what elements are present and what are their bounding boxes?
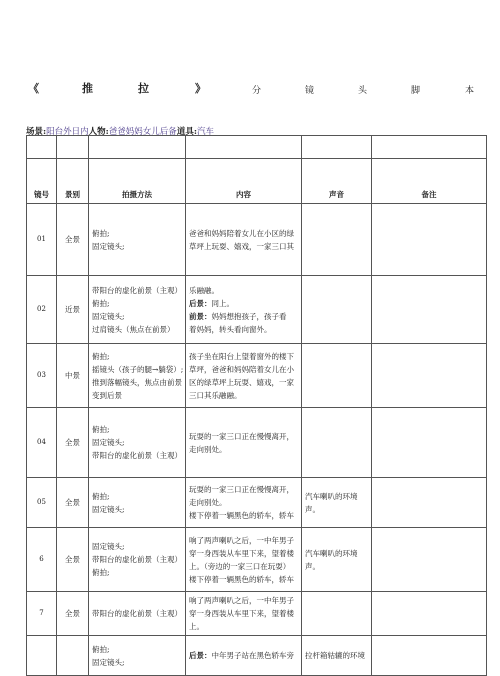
shot-content-line: 草坪，爸爸和妈妈陪着女儿在小 — [189, 364, 294, 374]
header-method: 拍摄方法 — [89, 159, 186, 204]
shot-content-line: 三口其乐融融。 — [189, 390, 242, 400]
shooting-method-line: 带阳台的虚化前景（主观） — [92, 609, 182, 618]
script-title — [0, 80, 500, 96]
header-shot-number: 镜号 — [27, 159, 57, 204]
shot-notes — [372, 528, 487, 592]
content-layer-label: 后景： — [189, 651, 212, 660]
shot-row — [27, 408, 487, 478]
shot-size: 中景 — [57, 344, 89, 408]
shot-notes — [372, 204, 487, 276]
shooting-method-line: 固定镜头; — [92, 657, 125, 667]
shot-content-line: 爸爸和妈妈陪着女儿在小区的绿 — [189, 228, 294, 238]
scene-value: 阳台外日内 — [46, 127, 89, 137]
shot-sound-text: 拉杆箱轱辘的环境 — [305, 651, 365, 660]
shot-number — [27, 636, 57, 676]
shot-notes — [372, 592, 487, 636]
shot-content-line: 草坪上玩耍、嬉戏，一家三口其 — [189, 241, 294, 251]
shot-content-line: 上。（旁边的一家三口在玩耍） — [189, 561, 291, 571]
shot-number: 03 — [27, 344, 57, 408]
props-label: 道具: — [176, 127, 197, 137]
shot-row — [27, 478, 487, 528]
shot-row — [27, 276, 487, 344]
shooting-method-line: 带阳台的虚化前景（主观） — [92, 285, 182, 295]
header-notes: 备注 — [372, 159, 487, 204]
shooting-method-line: 俯拍; — [92, 568, 110, 577]
shot-row — [27, 528, 487, 592]
shooting-method-line: 带阳台的虚化前景（主观） — [92, 555, 182, 564]
title-char-4: 脚 — [411, 86, 421, 96]
shot-content — [186, 528, 302, 592]
shot-content — [186, 204, 302, 276]
shooting-method-line: 固定镜头; — [92, 504, 125, 514]
storyboard-table — [26, 135, 487, 676]
shooting-method-line: 俯拍; — [92, 351, 110, 361]
shooting-method-line: 过肩镜头（焦点在前景） — [92, 324, 175, 334]
shot-number: 6 — [27, 528, 57, 592]
header-shot-size: 景别 — [57, 159, 89, 204]
header-content: 内容 — [186, 159, 302, 204]
shot-size: 全景 — [57, 478, 89, 528]
shooting-method-line: 固定镜头; — [92, 438, 125, 447]
shooting-method-line: 俯拍; — [92, 298, 110, 308]
shot-notes — [372, 636, 487, 676]
shot-sound — [302, 592, 372, 636]
shot-content-line: 孩子坐在阳台上望着窗外的楼下 — [189, 351, 294, 361]
shot-sound — [302, 344, 372, 408]
shooting-method-line: 俯拍; — [92, 228, 110, 238]
shooting-method-line: 固定镜头; — [92, 311, 125, 321]
shooting-method-line: 固定镜头; — [92, 241, 125, 251]
shot-sound-text: 汽车喇叭的环境声。 — [305, 548, 358, 571]
scene-label: 场景: — [26, 127, 47, 137]
shot-content-line: 穿一身西装从车里下来，望着楼 — [189, 548, 294, 558]
shot-row — [27, 204, 487, 276]
people-label: 人物: — [88, 127, 109, 137]
shot-content-line: 响了两声喇叭之后，一中年男子 — [189, 535, 294, 545]
shot-sound — [302, 276, 372, 344]
title-char-1: 分 — [252, 86, 262, 96]
title-open-quote: 《 — [28, 82, 39, 95]
shooting-method-line: 带阳台的虚化前景（主观） — [92, 451, 182, 460]
shooting-method-line: 固定镜头; — [92, 542, 125, 551]
shot-sound — [302, 636, 372, 676]
content-layer-label: 前景： — [189, 311, 212, 321]
shot-size: 全景 — [57, 528, 89, 592]
shot-size: 全景 — [57, 204, 89, 276]
people-value: 爸爸妈妈女儿后备 — [108, 127, 177, 137]
shooting-method-line: 摇镜头（孩子的腿→躺袋）; — [92, 364, 184, 374]
shot-sound — [302, 204, 372, 276]
shot-content — [186, 636, 302, 676]
shot-number: 04 — [27, 408, 57, 478]
shot-content — [186, 592, 302, 636]
shot-content-line: 后景：同上。 — [189, 298, 234, 308]
shot-size: 全景 — [57, 592, 89, 636]
title-char-3: 头 — [358, 86, 368, 96]
title-word-push: 推 — [82, 82, 93, 95]
shot-content-line: 响了两声喇叭之后，一中年男子 — [189, 596, 294, 605]
shot-sound — [302, 528, 372, 592]
shooting-method — [89, 478, 186, 528]
title-char-5: 本 — [465, 86, 475, 96]
shooting-method-line: 俯拍; — [92, 644, 110, 654]
shot-notes — [372, 276, 487, 344]
shot-notes — [372, 344, 487, 408]
shooting-method — [89, 636, 186, 676]
shot-content-line: 上。 — [189, 622, 204, 631]
shooting-method-line: 俯拍; — [92, 491, 110, 501]
shot-sound-text: 汽车喇叭的环境声。 — [305, 491, 358, 514]
title-char-2: 镜 — [305, 86, 315, 96]
shot-content — [186, 408, 302, 478]
shot-row — [27, 636, 487, 676]
shot-content-line: 穿一身西装从车里下来，望着楼 — [189, 609, 294, 618]
shot-size — [57, 636, 89, 676]
header-row — [27, 159, 487, 204]
shooting-method — [89, 344, 186, 408]
shooting-method-line: 俯拍; — [92, 425, 110, 434]
props-value: 汽车 — [196, 127, 214, 137]
shot-row — [27, 592, 487, 636]
header-sound: 声音 — [302, 159, 372, 204]
shot-content-line: 楼下停着一辆黑色的轿车，轿车 — [189, 511, 294, 520]
shot-number: 01 — [27, 204, 57, 276]
shot-sound — [302, 478, 372, 528]
shot-number: 02 — [27, 276, 57, 344]
shooting-method — [89, 204, 186, 276]
shot-number: 05 — [27, 478, 57, 528]
shooting-method — [89, 528, 186, 592]
content-layer-label: 后景： — [189, 298, 212, 308]
shooting-method — [89, 276, 186, 344]
shot-row — [27, 344, 487, 408]
shot-content-line: 走向别处。 — [189, 498, 227, 507]
title-close-quote: 》 — [195, 82, 206, 95]
shot-content-line: 着妈妈，转头看向窗外。 — [189, 324, 272, 334]
title-word-pull: 拉 — [138, 82, 149, 95]
shot-content-line: 后景：中年男子站在黑色轿车旁 — [189, 651, 294, 660]
shot-number: 7 — [27, 592, 57, 636]
shot-content-line: 前景：妈妈想抱孩子，孩子看 — [189, 311, 287, 321]
shot-content-line: 楼下停着一辆黑色的轿车，轿车 — [189, 574, 294, 584]
shot-size: 全景 — [57, 408, 89, 478]
shot-size: 近景 — [57, 276, 89, 344]
shot-content-line: 玩耍的一家三口正在慢慢离开， — [189, 485, 294, 494]
shot-content — [186, 344, 302, 408]
shot-content-line: 区的绿草坪上玩耍、嬉戏，一家 — [189, 377, 294, 387]
shot-notes — [372, 478, 487, 528]
blank-top-row — [27, 136, 487, 159]
shooting-method — [89, 592, 186, 636]
shot-content — [186, 276, 302, 344]
shooting-method — [89, 408, 186, 478]
shot-content-line: 乐融融。 — [189, 285, 219, 295]
shot-content-line: 走向别处。 — [189, 444, 227, 454]
shot-sound — [302, 408, 372, 478]
shot-content — [186, 478, 302, 528]
shooting-method-line: 推到落幅镜头，焦点由前景 — [92, 377, 182, 387]
shot-content-line: 玩耍的一家三口正在慢慢离开， — [189, 431, 294, 441]
shooting-method-line: 变到后景 — [92, 390, 122, 400]
shot-notes — [372, 408, 487, 478]
